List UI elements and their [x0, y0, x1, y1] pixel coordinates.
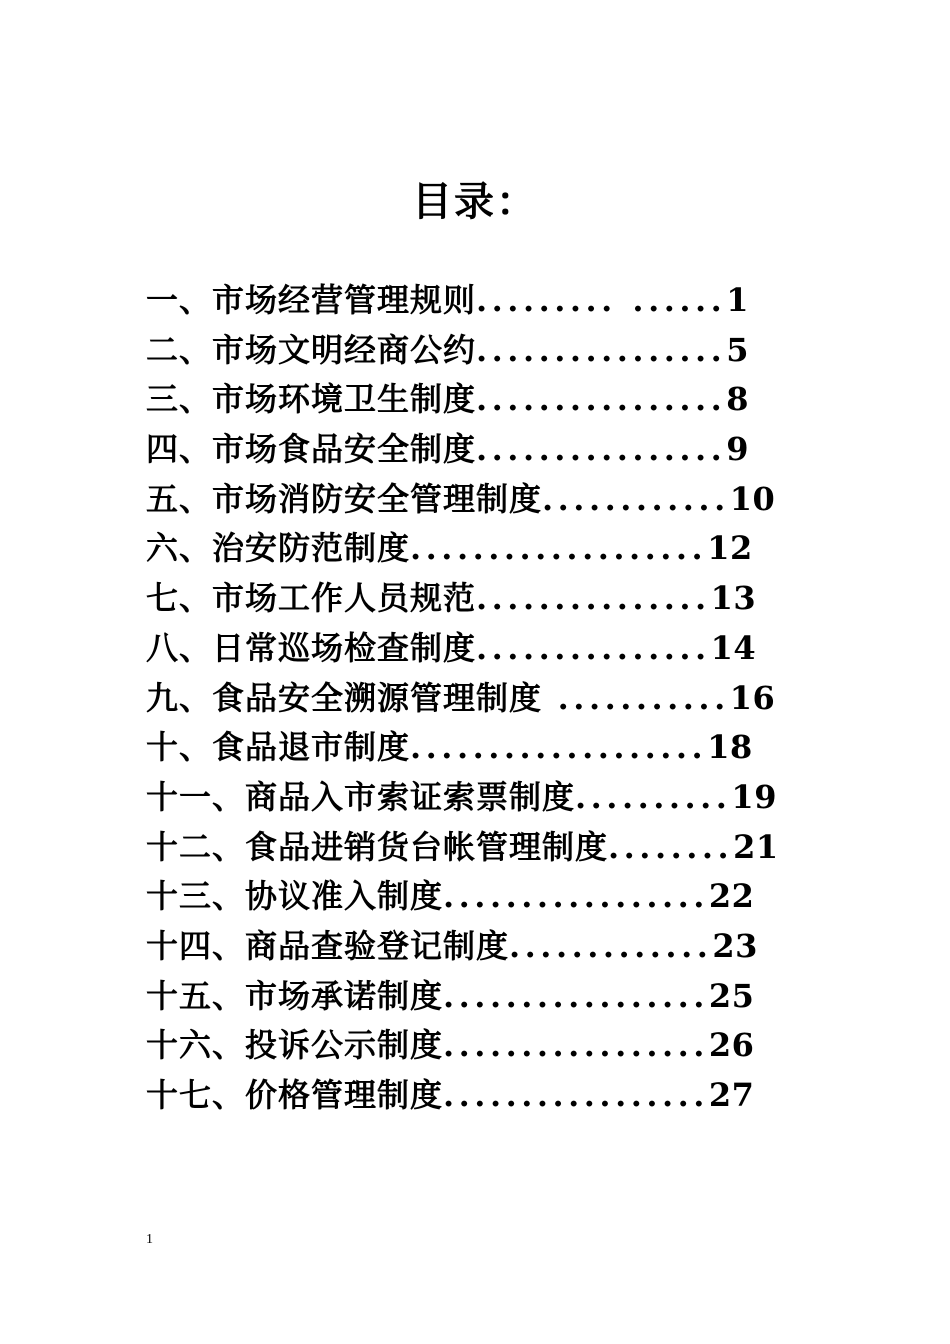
toc-dot-leader: ................	[476, 330, 727, 369]
toc-entry-page: 23	[712, 926, 758, 965]
toc-dot-leader: ............	[542, 479, 730, 518]
toc-entry[interactable]	[146, 1021, 806, 1071]
toc-entry-label: 七、市场工作人员规范	[146, 579, 477, 618]
toc-entry-label: 四、市场食品安全制度	[146, 430, 477, 469]
toc-entry-label: 三、市场环境卫生制度	[146, 380, 477, 419]
toc-dot-leader: .................	[443, 1076, 709, 1114]
toc-entry[interactable]	[146, 723, 806, 773]
toc-entry[interactable]	[146, 574, 806, 624]
toc-title: 目录：	[412, 178, 538, 225]
toc-dot-leader: .............	[509, 926, 713, 965]
toc-entry[interactable]	[146, 475, 806, 525]
toc-dot-leader: ..........	[575, 777, 732, 816]
toc-dot-leader: ......... ......	[476, 281, 727, 319]
toc-entry-page: 9	[726, 430, 750, 469]
toc-entry-page: 13	[710, 579, 757, 618]
toc-entry[interactable]	[146, 823, 806, 873]
toc-entry-label: 九、食品安全溯源管理制度	[146, 678, 543, 717]
toc-entry[interactable]	[146, 276, 806, 326]
toc-entry-label: 十、食品退市制度	[146, 728, 411, 767]
toc-dot-leader: ...............	[476, 628, 711, 667]
toc-entry-page: 26	[708, 1026, 755, 1065]
toc-entry[interactable]	[146, 524, 806, 574]
toc-entry[interactable]	[146, 972, 806, 1022]
toc-entry-page: 19	[731, 777, 777, 816]
toc-entry[interactable]	[146, 375, 806, 425]
toc-entry[interactable]	[146, 674, 806, 724]
toc-dot-leader: .................	[443, 877, 709, 916]
toc-entry-page: 5	[726, 330, 750, 369]
toc-dot-leader: ...................	[410, 529, 708, 568]
table-of-contents	[146, 276, 806, 1121]
toc-entry[interactable]	[146, 326, 806, 376]
toc-entry-label: 十三、协议准入制度	[146, 877, 444, 916]
page-number: 1	[146, 1232, 153, 1247]
toc-entry-label: 八、日常巡场检查制度	[146, 628, 477, 667]
toc-dot-leader: .................	[443, 976, 709, 1015]
toc-entry-label: 二、市场文明经商公约	[146, 330, 477, 369]
toc-entry[interactable]	[146, 922, 806, 972]
toc-entry[interactable]	[146, 773, 806, 823]
toc-entry-label: 十六、投诉公示制度	[146, 1026, 444, 1065]
toc-entry-page: 27	[708, 1076, 755, 1114]
toc-entry-label: 十二、食品进销货台帐管理制度	[146, 827, 609, 866]
toc-entry-label: 十七、价格管理制度	[146, 1076, 444, 1114]
toc-entry-label: 十四、商品查验登记制度	[146, 926, 510, 965]
toc-dot-leader: ................	[476, 380, 727, 419]
toc-entry[interactable]	[146, 1071, 806, 1121]
toc-dot-leader: ...............	[476, 579, 711, 618]
toc-dot-leader: ...................	[410, 728, 708, 767]
toc-entry[interactable]	[146, 872, 806, 922]
toc-entry-page: 21	[733, 827, 779, 866]
toc-entry-page: 8	[726, 380, 750, 419]
toc-entry-page: 14	[710, 628, 757, 667]
toc-dot-leader: ...........	[542, 678, 730, 717]
toc-dot-leader: ........	[608, 827, 734, 866]
toc-entry-page: 10	[729, 479, 776, 518]
toc-entry-label: 十一、商品入市索证索票制度	[146, 777, 576, 816]
toc-entry-page: 22	[708, 877, 755, 916]
toc-entry-label: 一、市场经营管理规则	[146, 281, 477, 319]
toc-entry-page: 12	[707, 529, 753, 568]
toc-entry[interactable]	[146, 624, 806, 674]
toc-dot-leader: ................	[476, 430, 727, 469]
toc-entry-page: 18	[707, 728, 753, 767]
toc-entry[interactable]	[146, 425, 806, 475]
toc-entry-page: 25	[708, 976, 755, 1015]
toc-entry-page: 1	[726, 281, 750, 319]
toc-dot-leader: .................	[443, 1026, 709, 1065]
toc-entry-label: 五、市场消防安全管理制度	[146, 479, 543, 518]
toc-entry-label: 十五、市场承诺制度	[146, 976, 444, 1015]
toc-entry-label: 六、治安防范制度	[146, 529, 411, 568]
toc-entry-page: 16	[729, 678, 776, 717]
